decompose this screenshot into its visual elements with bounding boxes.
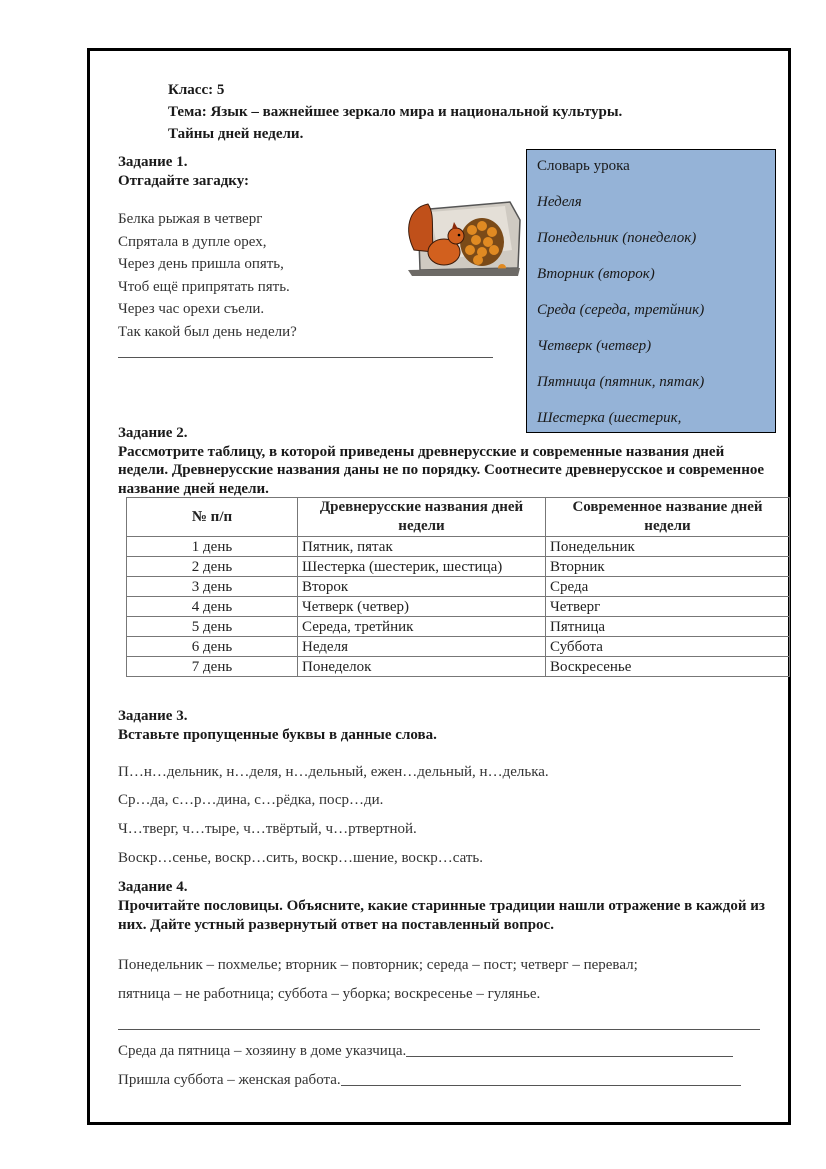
vocabulary-item: Среда (середа, третйник) — [537, 302, 705, 318]
table-header-row — [127, 498, 790, 537]
task2-block — [118, 424, 778, 498]
table-row — [127, 597, 790, 617]
fill-in-line: Ч…тверг, ч…тыре, ч…твёртый, ч…ртвертной. — [118, 821, 417, 837]
riddle-line: Чтоб ещё припрятать пять. — [118, 278, 290, 295]
fill-in-line: Ср…да, с…р…дина, с…рёдка, поср…ди. — [118, 792, 384, 808]
cell-modern-name: Воскресенье — [546, 657, 790, 677]
vocabulary-box — [526, 149, 776, 433]
vocabulary-item: Понедельник (понеделок) — [537, 230, 697, 246]
vocabulary-item: Шестерка (шестерик, — [537, 410, 682, 426]
cell-modern-name: Среда — [546, 577, 790, 597]
fill-in-line: Воскр…сенье, воскр…сить, воскр…шение, воскр…сать. — [118, 850, 484, 866]
task4-answer-line[interactable] — [118, 1029, 760, 1030]
proverb-line: пятница – не работница; суббота – уборка; воскресенье – гулянье. — [118, 986, 541, 1002]
task4-instruction: Прочитайте пословицы. Объясните, какие старинные традиции нашли отражение в каждой из них. Дайте устный развернутый ответ на поставленный вопрос. — [118, 898, 765, 933]
task2-instruction: Рассмотрите таблицу, в которой приведены древнерусские и современные названия дней недели. Древнерусские названия даны не по порядку. Соотнесите древнерусское и современное название дней недели. — [118, 443, 764, 497]
table-row — [127, 577, 790, 597]
table-row — [127, 617, 790, 637]
riddle-line: Через час орехи съели. — [118, 301, 265, 317]
vocabulary-item: Четверк (четвер) — [537, 338, 652, 354]
cell-old-name: Середа, третйник — [298, 617, 546, 637]
vocabulary-item: Неделя — [537, 194, 582, 210]
days-table — [126, 497, 790, 677]
cell-modern-name: Четверг — [546, 597, 790, 617]
vocabulary-item: Пятница (пятник, пятак) — [537, 374, 705, 390]
task3-instruction: Вставьте пропущенные буквы в данные слова. — [118, 727, 437, 743]
table-row — [127, 537, 790, 557]
riddle-line: Через день пришла опять, — [118, 256, 284, 272]
cell-modern-name: Понедельник — [546, 537, 790, 557]
cell-modern-name: Пятница — [546, 617, 790, 637]
cell-day: 2 день — [127, 557, 298, 577]
cell-day: 6 день — [127, 637, 298, 657]
cell-old-name: Понеделок — [298, 657, 546, 677]
cell-day: 4 день — [127, 597, 298, 617]
topic-title: Тема: Язык – важнейшее зеркало мира и национальной культуры. — [168, 104, 623, 120]
task4-title: Задание 4. — [118, 879, 188, 895]
cell-day: 7 день — [127, 657, 298, 677]
vocabulary-title: Словарь урока — [537, 158, 630, 174]
riddle-line: Белка рыжая в четверг — [118, 211, 263, 227]
cell-day: 3 день — [127, 577, 298, 597]
proverb-line: Понедельник – похмелье; вторник – повторник; середа – пост; четверг – перевал; — [118, 957, 638, 973]
header-modern-names: Современное название дней недели — [546, 498, 790, 537]
cell-old-name: Неделя — [298, 637, 546, 657]
task2-title: Задание 2. — [118, 425, 188, 441]
cell-old-name: Четверк (четвер) — [298, 597, 546, 617]
cell-day: 1 день — [127, 537, 298, 557]
task1-answer-line[interactable] — [118, 357, 493, 358]
proverb-text: Среда да пятница – хозяину в доме указчица. — [118, 1043, 407, 1059]
table-row — [127, 637, 790, 657]
cell-modern-name: Суббота — [546, 637, 790, 657]
proverb-row — [118, 1043, 733, 1060]
riddle-text — [118, 208, 297, 343]
proverb-answer-line[interactable] — [341, 1085, 741, 1086]
fill-in-line: П…н…дельник, н…деля, н…дельный, ежен…дельный, н…делька. — [118, 764, 549, 780]
subtopic-title: Тайны дней недели. — [168, 126, 304, 142]
task1-instruction: Отгадайте загадку: — [118, 173, 250, 189]
cell-old-name: Шестерка (шестерик, шестица) — [298, 557, 546, 577]
header-number: № п/п — [127, 498, 298, 537]
proverb-answer-line[interactable] — [406, 1056, 733, 1057]
proverb-text: Пришла суббота – женская работа. — [118, 1072, 341, 1088]
cell-modern-name: Вторник — [546, 557, 790, 577]
riddle-line: Так какой был день недели? — [118, 323, 297, 340]
task1-title: Задание 1. — [118, 154, 188, 170]
cell-day: 5 день — [127, 617, 298, 637]
header-old-names: Древнерусские названия дней недели — [298, 498, 546, 537]
vocabulary-item: Вторник (второк) — [537, 266, 655, 282]
cell-old-name: Второк — [298, 577, 546, 597]
class-label: Класс: 5 — [168, 82, 225, 98]
task3-title: Задание 3. — [118, 708, 188, 724]
table-row — [127, 557, 790, 577]
cell-old-name: Пятник, пятак — [298, 537, 546, 557]
riddle-line: Спрятала в дупле орех, — [118, 233, 267, 250]
table-row — [127, 657, 790, 677]
squirrel-illustration — [400, 190, 524, 282]
proverb-row — [118, 1072, 741, 1089]
task4-block — [118, 878, 778, 935]
